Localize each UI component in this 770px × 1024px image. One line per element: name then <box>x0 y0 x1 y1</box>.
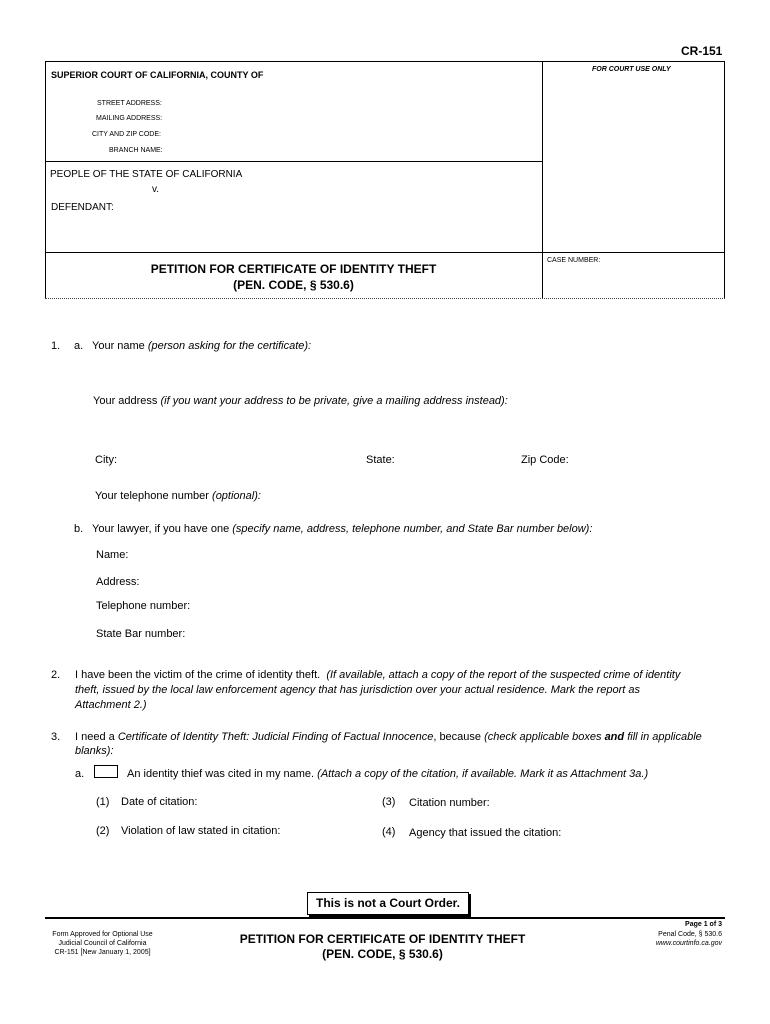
item3a-checkbox[interactable] <box>94 765 118 778</box>
item3-note-b: fill in applicable <box>627 731 702 743</box>
item2-line1 <box>75 669 680 681</box>
telephone-note: (optional): <box>212 490 261 502</box>
item3-line1 <box>75 731 702 743</box>
versus-label: v. <box>152 184 160 195</box>
item2-note-line2: theft, issued by the local law enforcement agency that has jurisdiction over your actual residence. Mark the report as <box>75 684 640 696</box>
your-address-note: (if you want your address to be private, give a mailing address instead): <box>160 395 508 407</box>
item3-number: 3. <box>51 731 61 743</box>
item2-note-line3: Attachment 2.) <box>75 699 147 711</box>
sub4-number: (4) <box>382 826 396 838</box>
your-name-label <box>92 340 311 352</box>
header-top-rule <box>45 61 725 62</box>
sub3-number: (3) <box>382 796 396 808</box>
lawyer-note: (specify name, address, telephone number, and State Bar number below): <box>232 523 593 535</box>
item2-note-line1: (If available, attach a copy of the report of the suspected crime of identity <box>326 669 681 681</box>
branch-name-label: BRANCH NAME: <box>109 147 163 154</box>
item3-mid: , because <box>433 731 482 743</box>
item1a-letter: a. <box>74 340 84 352</box>
lawyer-bar-label: State Bar number: <box>96 628 186 640</box>
item2-number: 2. <box>51 669 61 681</box>
footer-rule <box>45 917 725 919</box>
court-section-rule <box>45 161 542 162</box>
agency-label: Agency that issued the citation: <box>409 827 562 839</box>
item3a-letter: a. <box>75 768 85 780</box>
item1-number: 1. <box>51 340 61 352</box>
zip-code-label: Zip Code: <box>521 454 569 466</box>
approved-line2: Judicial Council of California <box>58 940 147 947</box>
approved-line3: CR-151 [New January 1, 2005] <box>54 949 151 956</box>
citation-number-label: Citation number: <box>409 797 490 809</box>
page-number: Page 1 of 3 <box>685 921 722 928</box>
item1b-letter: b. <box>74 523 84 535</box>
telephone-label <box>95 490 261 502</box>
sub1-number: (1) <box>96 796 110 808</box>
item3a-text: An identity thief was cited in my name. <box>127 768 315 780</box>
your-address-label <box>93 395 508 407</box>
footer-title-line1: PETITION FOR CERTIFICATE OF IDENTITY THEFT <box>239 932 526 946</box>
sub2-number: (2) <box>96 825 110 837</box>
violation-label: Violation of law stated in citation: <box>121 825 281 837</box>
court-use-label: FOR COURT USE ONLY <box>592 66 671 73</box>
people-label: PEOPLE OF THE STATE OF CALIFORNIA <box>50 169 243 180</box>
mailing-address-label: MAILING ADDRESS: <box>96 115 163 122</box>
city-zip-label: CITY AND ZIP CODE: <box>92 131 161 138</box>
telephone-text: Your telephone number <box>95 490 209 502</box>
lawyer-label <box>92 523 592 535</box>
header-divider-rule <box>542 61 543 299</box>
lawyer-text: Your lawyer, if you have one <box>92 523 230 535</box>
city-label: City: <box>95 454 117 466</box>
state-label: State: <box>366 454 395 466</box>
lawyer-name-label: Name: <box>96 549 129 561</box>
defendant-label: DEFENDANT: <box>51 202 114 213</box>
not-court-order-notice: This is not a Court Order. <box>307 892 469 915</box>
header-bottom-rule <box>45 298 725 299</box>
form-title-line2: (PEN. CODE, § 530.6) <box>233 278 354 292</box>
your-address-text: Your address <box>93 395 158 407</box>
form-title-line1: PETITION FOR CERTIFICATE OF IDENTITY THEFT <box>150 262 437 276</box>
footer-title-line2: (PEN. CODE, § 530.6) <box>322 947 443 961</box>
header-right-rule <box>724 61 725 299</box>
title-section-rule <box>45 252 725 253</box>
item3a-note: (Attach a copy of the citation, if available. Mark it as Attachment 3a.) <box>317 768 649 780</box>
lawyer-address-label: Address: <box>96 576 140 588</box>
case-number-label: CASE NUMBER: <box>547 257 601 264</box>
website-link[interactable]: www.courtinfo.ca.gov <box>655 940 722 947</box>
your-name-note: (person asking for the certificate): <box>147 340 312 352</box>
item3a-line <box>127 768 648 780</box>
item2-text: I have been the victim of the crime of identity theft. <box>75 669 321 681</box>
item3-line2: blanks): <box>75 745 114 757</box>
lawyer-phone-label: Telephone number: <box>96 600 191 612</box>
approved-line1: Form Approved for Optional Use <box>52 931 153 938</box>
street-address-label: STREET ADDRESS: <box>97 100 162 107</box>
item3-and: and <box>604 731 625 743</box>
court-label: SUPERIOR COURT OF CALIFORNIA, COUNTY OF <box>51 70 264 80</box>
your-name-text: Your name <box>92 340 145 352</box>
item3-prefix: I need a <box>75 731 115 743</box>
date-of-citation-label: Date of citation: <box>121 796 198 808</box>
item3-note-a: (check applicable boxes <box>484 731 602 743</box>
item3-certificate-title: Certificate of Identity Theft: Judicial Finding of Factual Innocence <box>117 731 434 743</box>
penal-code-ref: Penal Code, § 530.6 <box>658 931 722 938</box>
form-number: CR-151 <box>681 44 723 58</box>
